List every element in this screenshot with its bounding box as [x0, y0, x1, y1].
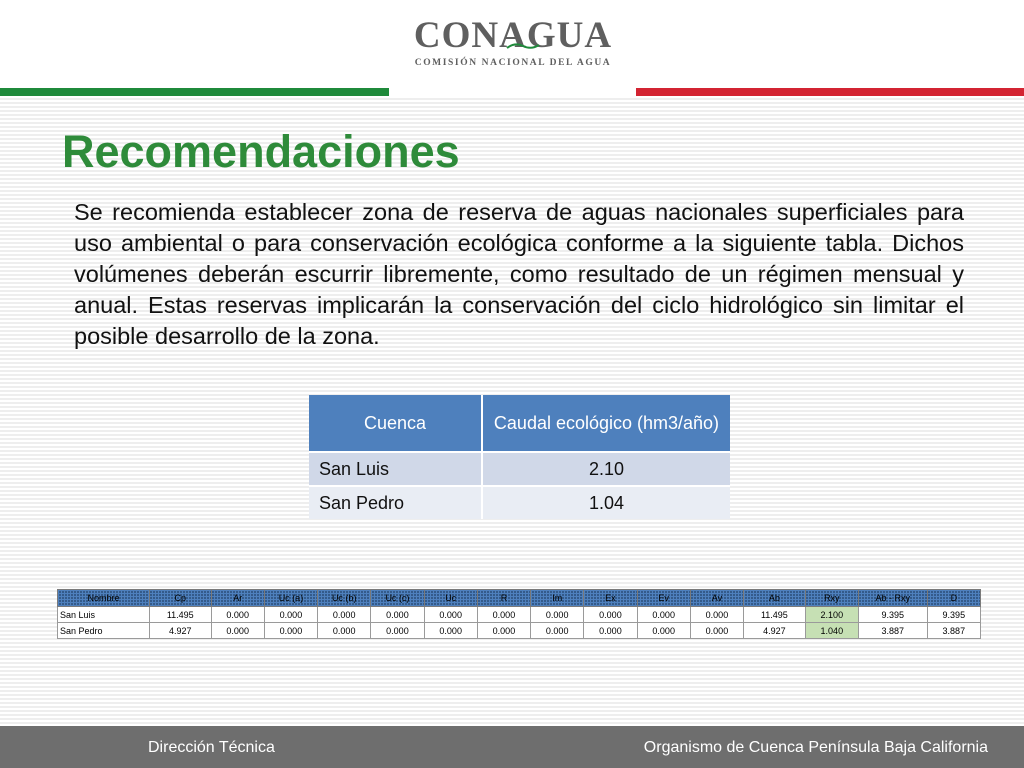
value-cell: 0.000 — [637, 623, 690, 639]
value-cell: 0.000 — [477, 607, 530, 623]
cell-cuenca: San Pedro — [309, 486, 482, 519]
value-cell: 0.000 — [424, 607, 477, 623]
row-name-cell: San Pedro — [58, 623, 150, 639]
value-cell: 0.000 — [531, 623, 584, 639]
table-row — [309, 452, 730, 486]
value-cell: 3.887 — [858, 623, 927, 639]
value-cell: 9.395 — [858, 607, 927, 623]
value-cell: 0.000 — [371, 607, 424, 623]
footer-right-text: Organismo de Cuenca Península Baja California — [643, 739, 988, 756]
table-row — [309, 486, 730, 519]
column-header: Rxy — [805, 590, 858, 607]
recommendation-paragraph: Se recomienda establecer zona de reserva de aguas nacionales superficiales para uso ambiental o para conservación ecológica conforme a la siguiente tabla. Dichos volúmenes deberán escurrir libremente, como resultado de un régimen mensual y anual. Estas reservas implicarán la conservación del ciclo hidrológico sin limitar el posible desarrollo de la zona. — [74, 199, 964, 349]
column-header: D — [927, 590, 980, 607]
value-cell: 2.100 — [805, 607, 858, 623]
column-header: Uc (b) — [318, 590, 371, 607]
value-cell: 0.000 — [690, 607, 743, 623]
cell-caudal: 1.04 — [482, 486, 730, 519]
slide-title: Recomendaciones — [62, 126, 460, 177]
column-header: Uc (c) — [371, 590, 424, 607]
column-header: Ev — [637, 590, 690, 607]
column-header: Ab - Rxy — [858, 590, 927, 607]
balance-table-header — [58, 590, 981, 607]
value-cell: 0.000 — [584, 607, 637, 623]
column-header: Ex — [584, 590, 637, 607]
value-cell: 0.000 — [264, 623, 317, 639]
column-header: Uc — [424, 590, 477, 607]
table-row — [58, 623, 981, 639]
value-cell: 0.000 — [637, 607, 690, 623]
value-cell: 0.000 — [264, 607, 317, 623]
value-cell: 0.000 — [424, 623, 477, 639]
conagua-logo — [410, 15, 616, 74]
value-cell: 11.495 — [149, 607, 211, 623]
value-cell: 9.395 — [927, 607, 980, 623]
column-header: Ab — [744, 590, 806, 607]
footer-left-text: Dirección Técnica — [148, 739, 275, 756]
value-cell: 0.000 — [211, 623, 264, 639]
value-cell: 0.000 — [318, 623, 371, 639]
caudal-table — [309, 395, 730, 519]
column-header: Uc (a) — [264, 590, 317, 607]
cell-cuenca: San Luis — [309, 452, 482, 486]
table-row — [58, 607, 981, 623]
value-cell: 11.495 — [744, 607, 806, 623]
logo-wordmark: CONAGUA — [413, 15, 613, 56]
column-header: R — [477, 590, 530, 607]
balance-table — [57, 589, 981, 639]
column-header: Nombre — [58, 590, 150, 607]
column-header: Cp — [149, 590, 211, 607]
caudal-table-header — [309, 395, 730, 452]
header-bar-green — [0, 88, 389, 96]
value-cell: 0.000 — [584, 623, 637, 639]
logo-subtitle: COMISIÓN NACIONAL DEL AGUA — [414, 58, 612, 68]
value-cell: 0.000 — [318, 607, 371, 623]
value-cell: 0.000 — [211, 607, 264, 623]
value-cell: 0.000 — [531, 607, 584, 623]
value-cell: 0.000 — [477, 623, 530, 639]
value-cell: 1.040 — [805, 623, 858, 639]
header-cuenca: Cuenca — [309, 395, 482, 452]
column-header: Av — [690, 590, 743, 607]
value-cell: 0.000 — [371, 623, 424, 639]
row-name-cell: San Luis — [58, 607, 150, 623]
value-cell: 4.927 — [149, 623, 211, 639]
header-bar-red — [636, 88, 1024, 96]
value-cell: 3.887 — [927, 623, 980, 639]
water-wave-icon — [506, 42, 540, 50]
value-cell: 4.927 — [744, 623, 806, 639]
column-header: Im — [531, 590, 584, 607]
cell-caudal: 2.10 — [482, 452, 730, 486]
header-caudal: Caudal ecológico (hm3/año) — [482, 395, 730, 452]
column-header: Ar — [211, 590, 264, 607]
value-cell: 0.000 — [690, 623, 743, 639]
